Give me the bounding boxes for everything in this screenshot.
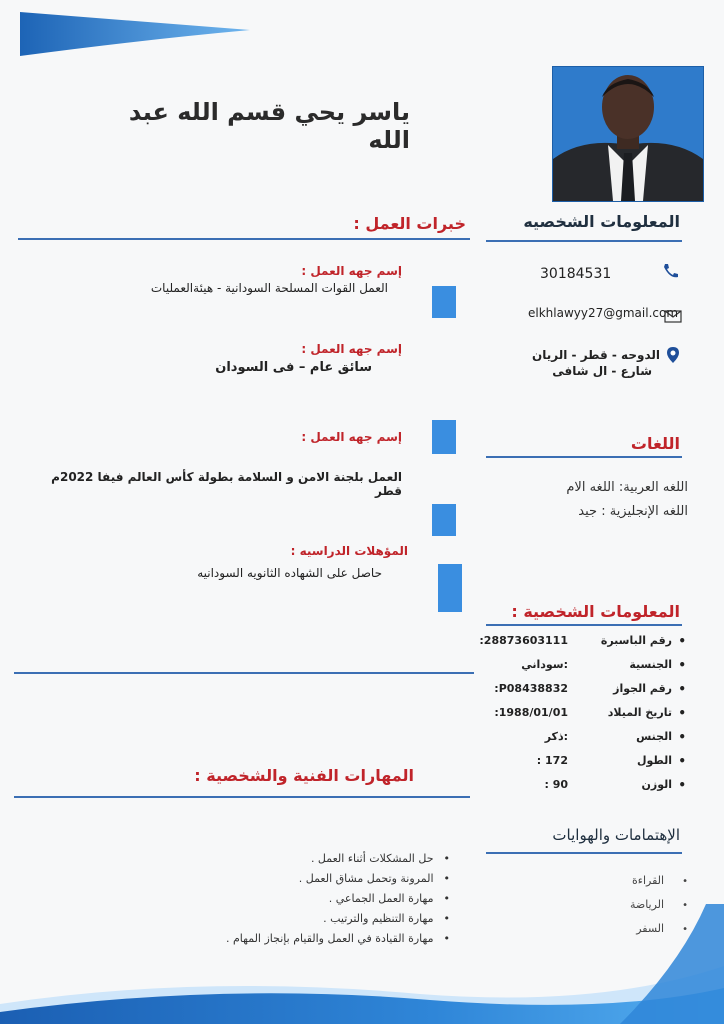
info-row: • الجنسية :سوداني [486,656,686,680]
bottom-wave-decoration [0,904,724,1024]
profile-photo [552,66,704,202]
skill-item: •مهارة القيادة في العمل والقيام بإنجاز المهام . [225,932,450,945]
info-key: الطول [636,754,672,767]
skill-item: •مهارة العمل الجماعي . [328,892,450,905]
info-row: • رقم الباسبرة 28873603111: [479,634,686,648]
person-photo-icon [553,67,703,201]
employer-label-2: إسم جهه العمل : [301,342,402,356]
info-row: • الوزن 90 : [486,776,686,800]
hobbies-heading-rule [486,852,682,854]
info-key: الجنسية [629,658,672,671]
experience-heading: خبرات العمل : [353,214,466,233]
info-value: 28873603111: [479,634,568,647]
address-line-1: الدوحه - قطر - الريان [532,348,660,362]
info-key: رقم الجواز [613,682,672,695]
experience-marker-1 [432,286,456,318]
hobby-item: •الرياضة [629,898,688,911]
employer-label-1: إسم جهه العمل : [301,264,402,278]
phone-number: 30184531 [540,266,612,282]
info-value: 90 : [544,778,568,791]
skills-heading-rule [14,796,470,798]
info-value: :سوداني [521,658,568,671]
personal-info-rule [486,624,682,626]
skill-item: •حل المشكلات أثناء العمل . [310,852,450,865]
info-key: الجنس [636,730,672,743]
info-key: رقم الباسبرة [600,634,672,647]
personal-info-list [479,632,686,800]
hobby-item: •السفر [636,922,688,935]
employer-text-1: العمل القوات المسلحة السودانية - هيئةالعمليات [150,281,388,295]
personal-section-heading: المعلومات الشخصيه [523,212,680,231]
experience-marker-3 [432,504,456,536]
skills-heading: المهارات الفنية والشخصية : [194,766,414,785]
info-row: • تاريخ الميلاد 1988/01/01: [494,706,686,720]
hobbies-heading: الإهتمامات والهوايات [552,826,680,844]
top-decoration [20,12,260,60]
employer-text-3: العمل بلجنة الامن و السلامة بطولة كأس العالم فيفا 2022م قطر [51,470,402,498]
person-name: ياسر يحي قسم الله عبد الله [128,98,410,154]
languages-heading: اللغات [630,434,680,453]
hobby-item: •القراءة [632,874,688,887]
info-value: 172 : [536,754,568,767]
qualifications-marker [438,564,462,612]
info-row: • رقم الجواز P08438832: [494,682,686,696]
address-line-2: شارع - ال شافى [552,364,652,378]
language-english: اللغه الإنجليزية : جيد [578,504,688,519]
language-arabic: اللغه العربية: اللغه الام [566,480,688,495]
languages-heading-rule [486,456,682,458]
info-value: 1988/01/01: [494,706,568,719]
employer-label-3: إسم جهه العمل : [301,430,402,444]
email-address: elkhlawyy27@gmail.com [528,306,679,320]
personal-heading-rule [486,240,682,242]
location-pin-icon [666,346,680,368]
employer-text-2: سائق عام – فى السودان [215,360,372,375]
info-value: :ذكر [544,730,568,743]
phone-icon [662,262,680,284]
left-divider-rule [14,672,474,674]
qualifications-text: حاصل على الشهاده الثانويه السودانيه [197,566,382,580]
info-row: • الجنس :ذكر [486,728,686,752]
skill-item: •مهارة التنظيم والترتيب . [323,912,450,925]
skill-item: •المرونة وتحمل مشاق العمل . [298,872,450,885]
qualifications-label: المؤهلات الدراسيه : [290,544,408,558]
info-row: • الطول 172 : [486,752,686,776]
info-key: الوزن [641,778,672,791]
experience-heading-rule [18,238,470,240]
experience-marker-2 [432,420,456,454]
personal-info-heading: المعلومات الشخصية : [511,602,680,621]
info-value: P08438832: [494,682,568,695]
info-key: تاريخ الميلاد [607,706,672,719]
